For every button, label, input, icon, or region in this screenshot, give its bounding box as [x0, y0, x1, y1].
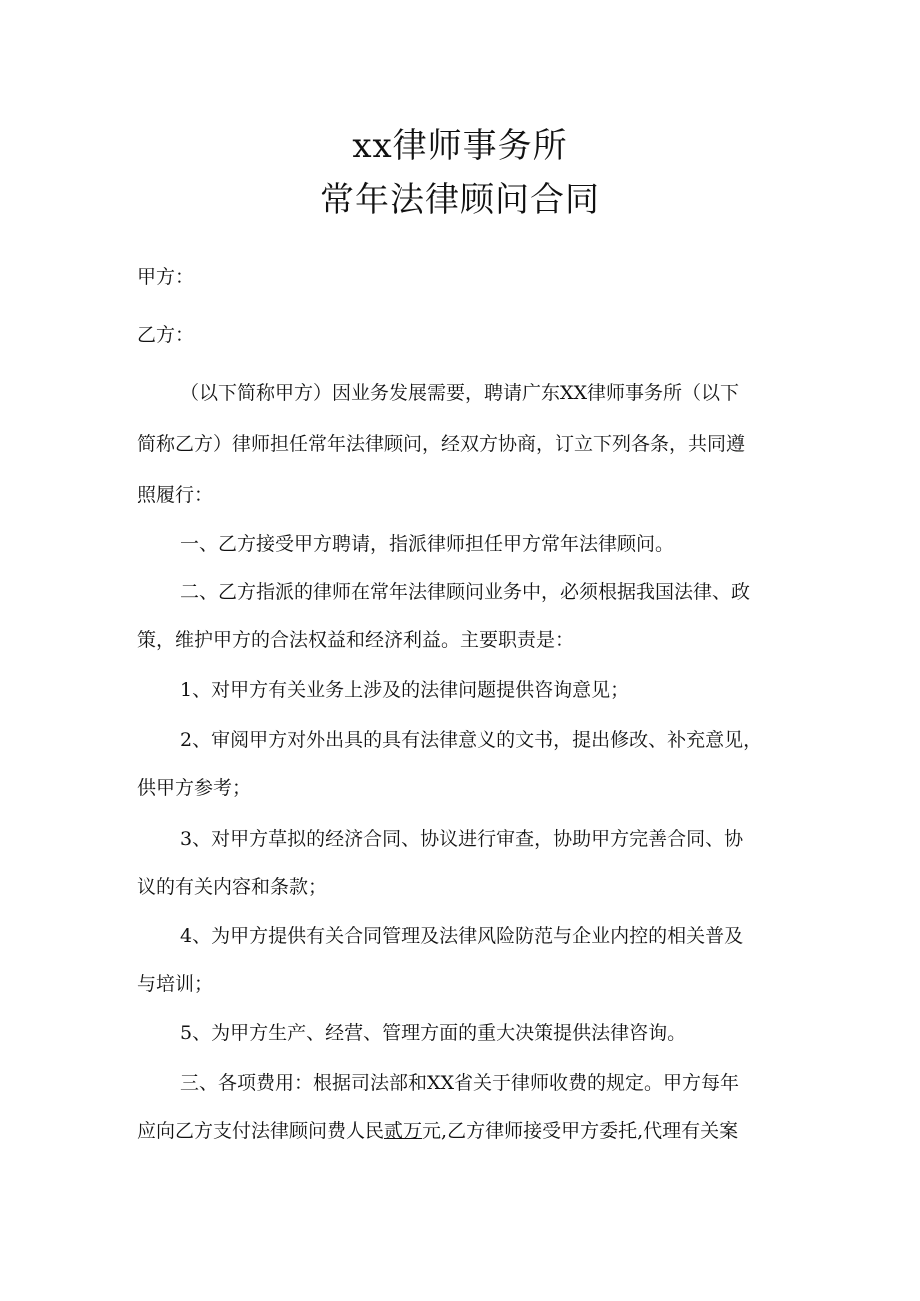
clause-three: 三、各项费用：根据司法部和XX省关于律师收费的规定。甲方每年 [180, 1072, 740, 1094]
duty-item-1: 1、对甲方有关业务上涉及的法律问题提供咨询意见； [180, 679, 630, 701]
body-line: 策，维护甲方的合法权益和经济利益。主要职责是： [137, 629, 575, 651]
clause-one: 一、乙方接受甲方聘请，指派律师担任甲方常年法律顾问。 [180, 533, 675, 555]
body-line: 简称乙方）律师担任常年法律顾问，经双方协商，订立下列各条，共同遵 [137, 433, 746, 455]
body-line: 供甲方参考； [137, 777, 252, 799]
firm-name-title: xx律师事务所 [352, 126, 568, 166]
body-line: （以下简称甲方）因业务发展需要，聘请广东XX律师事务所（以下 [180, 382, 740, 404]
duty-item-5: 5、为甲方生产、经营、管理方面的重大决策提供法律咨询。 [180, 1022, 687, 1044]
contract-title: 常年法律顾问合同 [320, 180, 600, 220]
fee-text-before: 应向乙方支付法律顾问费人民 [137, 1120, 385, 1142]
party-a-label: 甲方： [137, 266, 195, 288]
body-line: 与培训； [137, 973, 214, 995]
duty-item-3: 3、对甲方草拟的经济合同、协议进行审查，协助甲方完善合同、协 [180, 828, 744, 850]
body-line: 议的有关内容和条款； [137, 876, 328, 898]
fee-amount: 贰万 [384, 1120, 423, 1142]
fee-text-after: 元,乙方律师接受甲方委托,代理有关案 [422, 1120, 739, 1142]
duty-item-4: 4、为甲方提供有关合同管理及法律风险防范与企业内控的相关普及 [180, 925, 744, 947]
party-b-label: 乙方： [137, 324, 195, 346]
duty-item-2: 2、审阅甲方对外出具的具有法律意义的文书，提出修改、补充意见， [180, 729, 763, 751]
fee-line [137, 1117, 738, 1145]
clause-two: 二、乙方指派的律师在常年法律顾问业务中，必须根据我国法律、政 [180, 581, 751, 603]
body-line: 照履行： [137, 484, 214, 506]
